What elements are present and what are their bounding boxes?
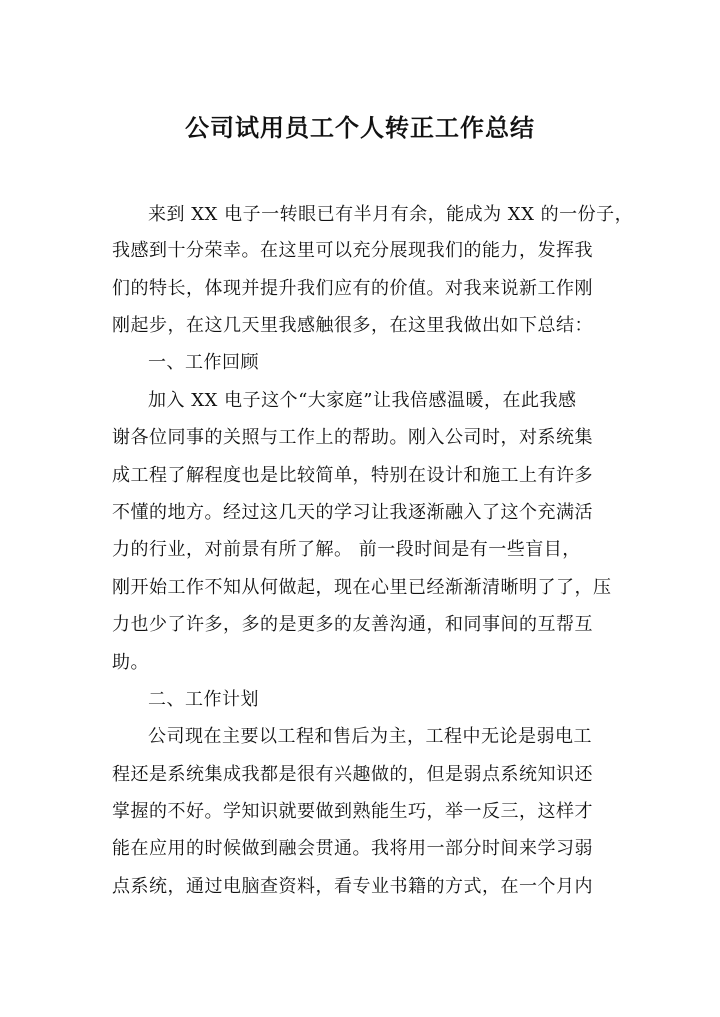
paragraph-line: 来到 XX 电子一转眼已有半月有余，能成为 XX 的一份子， <box>148 204 634 225</box>
paragraph-line: 不懂的地方。经过这几天的学习让我逐渐融入了这个充满活 <box>112 502 593 523</box>
paragraph-line: 力的行业，对前景有所了解。 前一段时间是有一些盲目， <box>112 539 581 560</box>
section-heading: 二、工作计划 <box>148 689 259 710</box>
paragraph-line: 能在应用的时候做到融会贯通。我将用一部分时间来学习弱 <box>112 838 593 859</box>
paragraph-line: 刚开始工作不知从何做起，现在心里已经渐渐清晰明了了，压 <box>112 577 612 598</box>
paragraph-line: 掌握的不好。学知识就要做到熟能生巧，举一反三，这样才 <box>112 801 593 822</box>
paragraph-line: 谢各位同事的关照与工作上的帮助。刚入公司时，对系统集 <box>112 427 593 448</box>
paragraph-line: 点系统，通过电脑查资料，看专业书籍的方式，在一个月内 <box>112 876 593 897</box>
paragraph-line: 助。 <box>112 652 149 673</box>
paragraph-line: 加入 XX 电子这个“大家庭”让我倍感温暖，在此我感 <box>148 390 577 411</box>
document-title: 公司试用员工个人转正工作总结 <box>185 114 535 142</box>
paragraph-line: 程还是系统集成我都是很有兴趣做的，但是弱点系统知识还 <box>112 764 593 785</box>
paragraph-line: 成工程了解程度也是比较简单，特别在设计和施工上有许多 <box>112 465 593 486</box>
paragraph-line: 刚起步，在这几天里我感触很多，在这里我做出如下总结： <box>112 315 593 336</box>
paragraph-line: 公司现在主要以工程和售后为主，工程中无论是弱电工 <box>148 726 592 747</box>
section-heading: 一、工作回顾 <box>148 352 259 373</box>
paragraph-line: 们的特长，体现并提升我们应有的价值。对我来说新工作刚 <box>112 278 593 299</box>
paragraph-line: 力也少了许多，多的是更多的友善沟通，和同事间的互帮互 <box>112 614 593 635</box>
paragraph-line: 我感到十分荣幸。在这里可以充分展现我们的能力，发挥我 <box>112 240 593 261</box>
